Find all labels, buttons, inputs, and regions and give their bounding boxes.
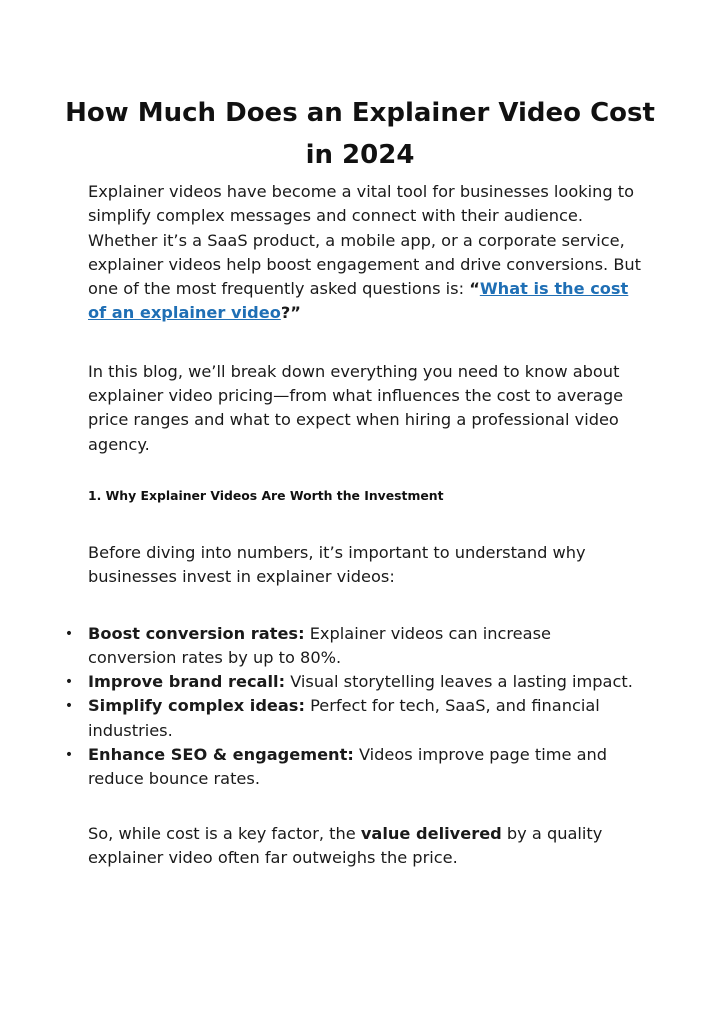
benefit-text: Videos improve page time and reduce bounce rates. <box>88 745 608 789</box>
benefit-title: Boost conversion rates: <box>88 623 305 643</box>
list-item <box>64 670 644 694</box>
bullet-icon: • <box>64 747 74 764</box>
closing-text-start: So, while cost is a key factor, the <box>88 823 361 843</box>
benefit-title: Enhance SEO & engagement: <box>88 745 354 765</box>
list-item <box>64 743 644 792</box>
benefit-text: Perfect for tech, SaaS, and financial industries. <box>88 696 600 740</box>
quote-close: ?” <box>280 303 301 323</box>
article-body <box>64 180 644 870</box>
section-heading: 1. Why Explainer Videos Are Worth the Investment <box>88 487 444 503</box>
benefit-text: Explainer videos can increase conversion rates by up to 80%. <box>88 623 551 667</box>
closing-paragraph <box>88 822 644 871</box>
intro-paragraph <box>88 180 644 326</box>
intro-text: Explainer videos have become a vital tool for businesses looking to simplify complex messages and connect with their audience. Whether it’s a SaaS product, a mobile app, or a corporate service, explainer videos help boost engagement and drive conversions. But one of the most frequently asked questions is: <box>88 182 642 299</box>
quote-open: “ <box>469 279 480 299</box>
explainer-cost-link[interactable]: What is the cost of an explainer video <box>88 279 629 323</box>
list-item <box>64 622 644 671</box>
closing-bold: value delivered <box>360 823 502 843</box>
bullet-icon: • <box>64 674 74 691</box>
before-list-paragraph: Before diving into numbers, it’s important to understand why businesses invest in explainer videos: <box>88 542 586 587</box>
blog-paragraph: In this blog, we’ll break down everything you need to know about explainer video pricing—from what influences the cost to average price ranges and what to expect when hiring a professional video agency. <box>88 361 624 454</box>
benefit-title: Improve brand recall: <box>88 672 286 692</box>
bullet-icon: • <box>64 625 74 642</box>
bullet-icon: • <box>64 698 74 715</box>
benefit-text: Visual storytelling leaves a lasting impact. <box>285 672 633 692</box>
page-title: How Much Does an Explainer Video Cost in 2024 <box>65 98 655 170</box>
benefit-title: Simplify complex ideas: <box>88 696 305 716</box>
benefits-list <box>64 622 644 792</box>
list-item <box>64 694 644 743</box>
closing-text-end: by a quality explainer video often far outweighs the price. <box>88 823 603 867</box>
